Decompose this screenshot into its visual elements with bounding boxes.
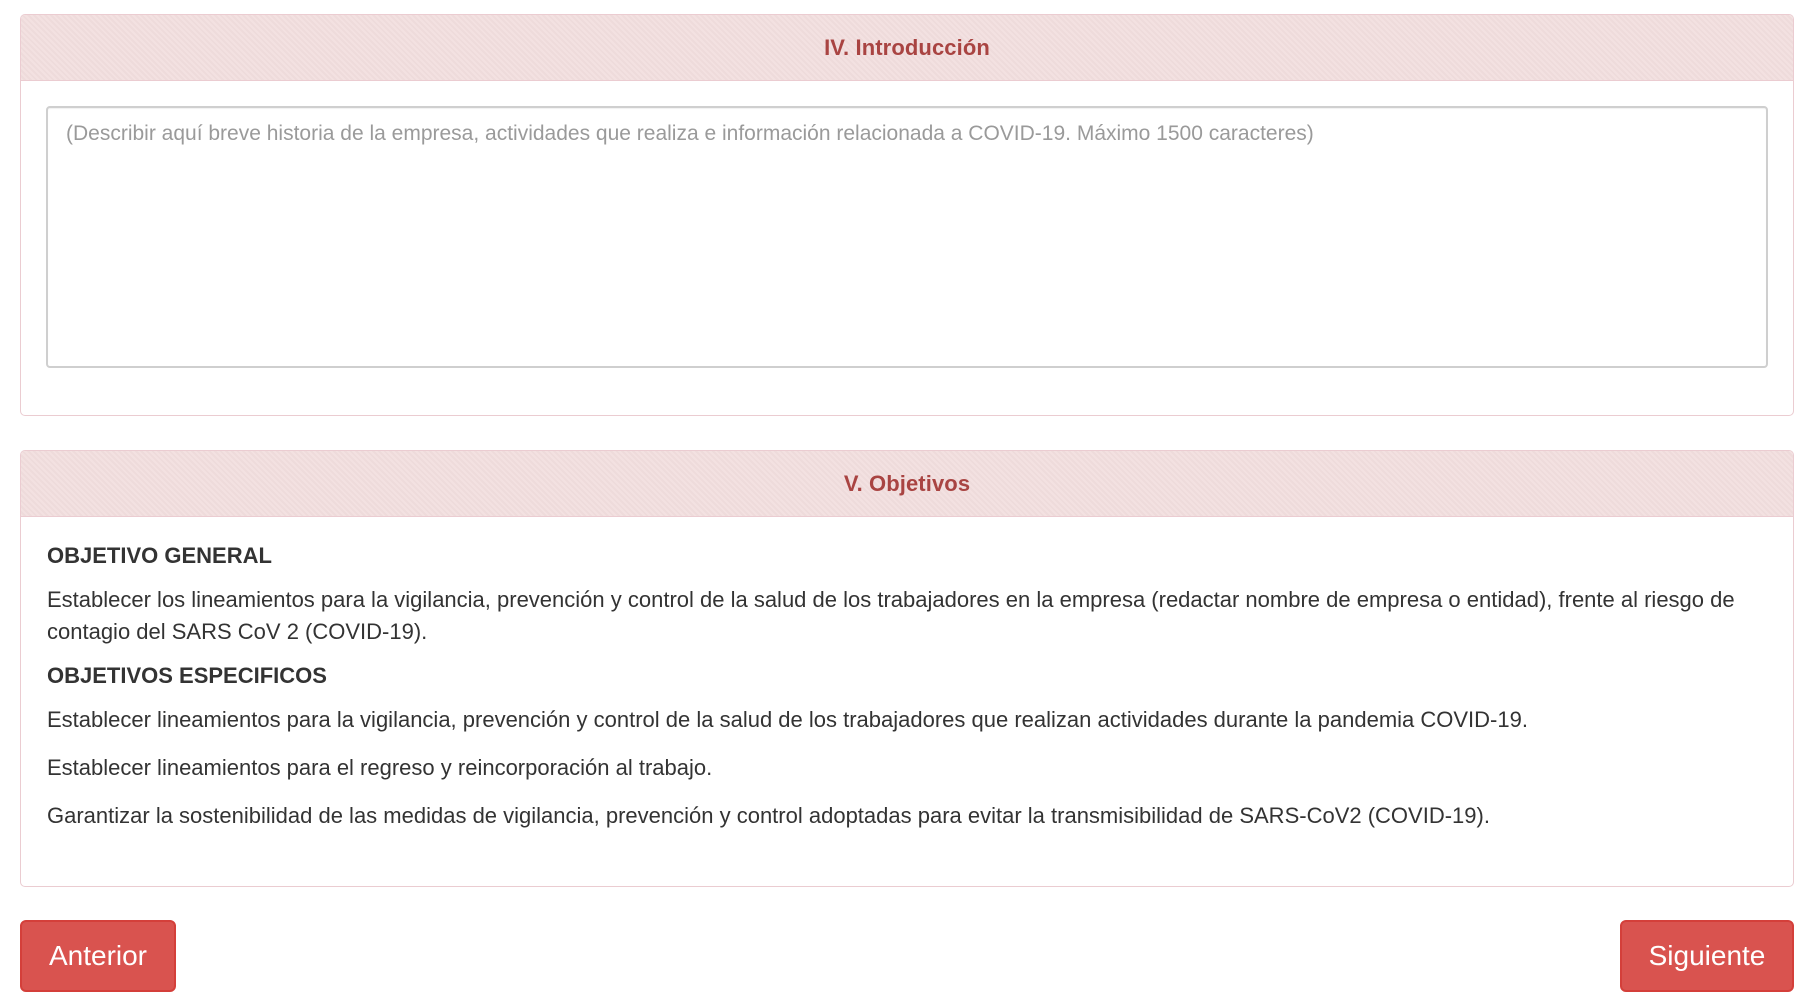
introduction-panel xyxy=(20,14,1794,416)
objectives-panel xyxy=(20,450,1794,887)
introduction-panel-heading xyxy=(21,15,1793,81)
introduction-panel-body xyxy=(21,81,1793,368)
introduction-title: IV. Introducción xyxy=(824,34,990,60)
introduction-textarea[interactable] xyxy=(46,106,1768,368)
general-objective-text: Establecer los lineamientos para la vigilancia, prevención y control de la salud de los trabajadores en la empresa (redactar nombre de empresa o entidad), frente al riesgo de contagio del SARS CoV 2 (COVID-19). xyxy=(47,587,1735,644)
objectives-panel-body xyxy=(21,517,1793,832)
next-button[interactable]: Siguiente xyxy=(1620,920,1794,992)
specific-objective-item: Garantizar la sostenibilidad de las medidas de vigilancia, prevención y control adoptadas para evitar la transmisibilidad de SARS-CoV2 (COVID-19). xyxy=(47,803,1490,828)
objectives-panel-heading xyxy=(21,451,1793,517)
general-objective-heading: OBJETIVO GENERAL xyxy=(47,543,272,568)
objectives-title: V. Objetivos xyxy=(843,470,971,496)
specific-objective-item: Establecer lineamientos para la vigilancia, prevención y control de la salud de los trabajadores que realizan actividades durante la pandemia COVID-19. xyxy=(47,707,1528,732)
previous-button[interactable]: Anterior xyxy=(20,920,176,992)
specific-objectives-heading: OBJETIVOS ESPECIFICOS xyxy=(47,663,327,688)
specific-objective-item: Establecer lineamientos para el regreso y reincorporación al trabajo. xyxy=(47,755,713,780)
